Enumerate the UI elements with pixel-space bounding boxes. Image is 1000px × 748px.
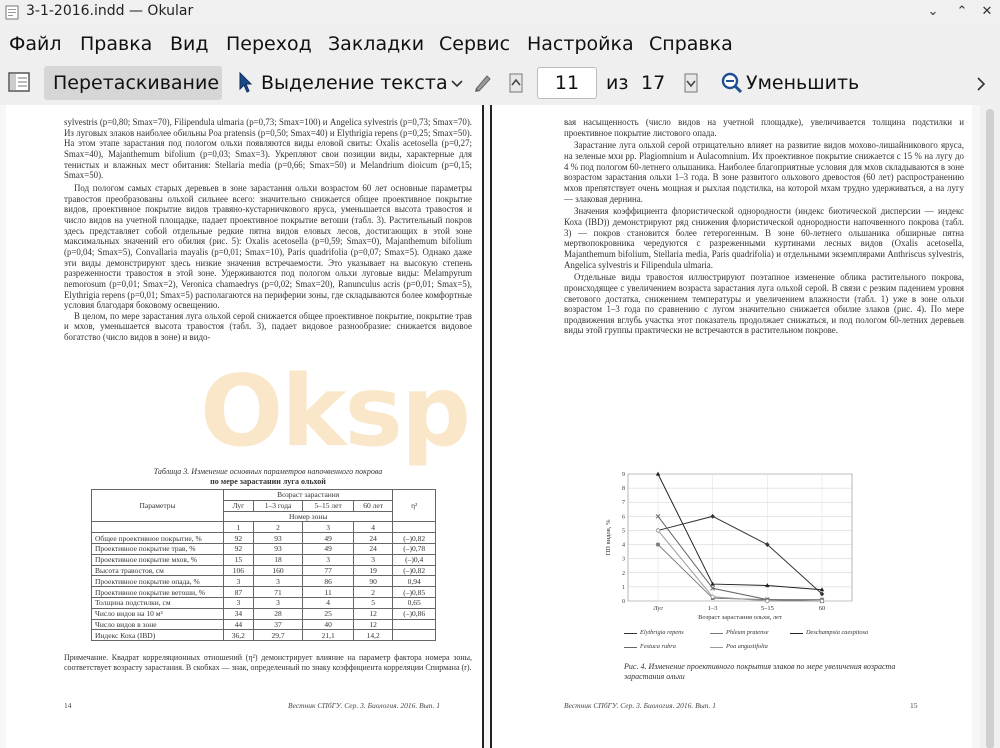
y-tick-label: 7: [622, 500, 625, 507]
page-of-label: из: [606, 72, 629, 94]
table-cell: 3: [224, 576, 254, 587]
table-cell: 93: [253, 533, 303, 544]
table-cell: 92: [224, 543, 254, 554]
y-tick-label: 5: [622, 528, 625, 535]
table-row: [92, 587, 436, 598]
table-cell: 5: [353, 597, 392, 608]
y-tick-label: 8: [622, 486, 625, 493]
table-cell: [393, 619, 436, 630]
left-paragraph-3: В целом, по мере зарастания луга ольхой серой снижается общее проективное покрытие, покрытие трав и мхов, уменьшается высота травостоя (табл. 3), падает видовое разнообразие: снижается видовое богатство (число видов в зоне) и видо-: [64, 310, 472, 343]
table-header-zone-cell: 1: [224, 522, 254, 533]
table-cell: 24: [353, 543, 392, 554]
table-cell: Проективное покрытие ветоши, %: [92, 587, 224, 598]
table-cell: 4: [303, 597, 354, 608]
table-cell: 86: [303, 576, 354, 587]
menu-view[interactable]: Вид: [170, 33, 209, 55]
y-tick-label: 0: [622, 599, 625, 605]
table-cell: Число видов на 10 м²: [92, 608, 224, 619]
data-point: [820, 599, 823, 602]
table-cell: 40: [303, 619, 354, 630]
table-header-zone-cell: 2: [253, 522, 303, 533]
table-header-zone-cell: 3: [303, 522, 354, 533]
right-paragraph-4: Отдельные виды травостоя иллюстрируют поэтапное изменение облика растительного покрова, происходящее с увеличением возраста зарастания луга ольхой серой. В связи с резким падением уровня светового достатка, снижением температуры и увеличением влажности (табл. 1) уже в зоне ольхи возрастом 1–3 года по сравнению с лугом значительно снижается обилие злаков (рис. 4). По мере продвижения вглубь участка этот показатель продолжает снижаться, и под пологом 60-летних деревьев виды этой группы практически не встречаются в растительном покрове.: [564, 272, 964, 336]
left-page-number: 14: [64, 701, 72, 710]
table-cell: 77: [303, 565, 354, 576]
legend-swatch: [710, 633, 723, 634]
table-cell: 49: [303, 533, 354, 544]
table-row: [92, 608, 436, 619]
vertical-scrollbar[interactable]: [980, 105, 1000, 748]
document-viewer[interactable]: [0, 105, 1000, 748]
table-cell: 25: [303, 608, 354, 619]
legend-entry: Festuca rubra: [640, 643, 676, 650]
table-cell: (–)0,82: [393, 565, 436, 576]
legend-entry: Phleum pratense: [726, 629, 769, 636]
menu-bookmarks[interactable]: Закладки: [328, 33, 425, 55]
menu-help[interactable]: Справка: [649, 33, 733, 55]
table-cell: [393, 630, 436, 641]
menu-go[interactable]: Переход: [226, 33, 312, 55]
left-paragraph-1: sylvestris (p=0,80; Smax=70), Filipendula ulmaria (p=0,73; Smax=100) и Angelica sylvestris (p=0,73; Smax=70). Из луговых злаков наиболее обильны Poa pratensis (p=0,50; Smax=40) и Elythrigia repens (p=0,25; Smax=50). На этом этапе зарастания под пологом ольхи появляются виды еловой свиты: Oxalis acetosella (p=0,27; Smax=40), Majanthemum bifolium (p=0,03; Smax=3). Укрепляют свои позиции виды, характерные для тенистых и влажных мест обитания: Stellaria media (p=0,66; Smax=50) и Melandrium dioicum (p=0,15; Smax=50).: [64, 117, 472, 181]
table-cell: (–)0,78: [393, 543, 436, 554]
table-cell: 71: [253, 587, 303, 598]
scrollbar-handle[interactable]: [986, 109, 994, 748]
table-row: [92, 630, 436, 641]
left-page-journal: Вестник СПбГУ. Сер. 3. Биология. 2016. Вып. 1: [288, 701, 440, 710]
menu-bar: [0, 26, 1000, 60]
table-cell: 14,2: [353, 630, 392, 641]
menu-edit[interactable]: Правка: [80, 33, 153, 55]
right-page-journal: Вестник СПбГУ. Сер. 3. Биология. 2016. Вып. 1: [564, 701, 716, 710]
table-cell: 93: [253, 543, 303, 554]
table-caption: Таблица 3. Изменение основных параметров напочвенного покрова: [153, 467, 383, 476]
toolbar-overflow-icon[interactable]: [976, 77, 986, 91]
table-cell: Проективное покрытие мхов, %: [92, 554, 224, 565]
table-row: [92, 533, 436, 544]
table-cell: 90: [353, 576, 392, 587]
right-page-number: 15: [910, 701, 918, 710]
chevron-down-icon[interactable]: [451, 80, 463, 88]
table-cell: 3: [303, 554, 354, 565]
table-header-age-cell: 1–3 года: [253, 500, 303, 511]
table-cell: 44: [224, 619, 254, 630]
table-cell: 18: [253, 554, 303, 565]
table-header-eta: η²: [393, 490, 436, 522]
sidebar-toggle-icon[interactable]: [8, 72, 30, 92]
legend-swatch: [624, 647, 637, 648]
right-text-block: [564, 117, 964, 336]
table-cell: 21,1: [303, 630, 354, 641]
y-tick-label: 4: [622, 542, 625, 549]
table-cell: 29,7: [253, 630, 303, 641]
table-cell: 28: [253, 608, 303, 619]
menu-tools[interactable]: Сервис: [439, 33, 511, 55]
table-cell: 34: [224, 608, 254, 619]
cursor-arrow-icon: [238, 72, 254, 94]
left-paragraph-2: Под пологом самых старых деревьев в зоне зарастания ольхи возрастом 60 лет основные параметры травостоя преобразованы ольхой сильнее всего: значительно снижается общее проективное покрытие видов, проективное покрытие видов травяно-кустарничкового яруса, уменьшается высота травостоя и число видов на учетной площадке, падает проективное покрытие ветоши (табл. 3). Растительный покров здесь представляет собой отдельные редкие пятна видов еловых лесов, достигающих в этой зоне максимальных значений его обилия (рис. 5): Oxalis acetosella (p=0,59; Smax=0), Majanthemum bifolium (p=0,04; Smax=5), Convallaria mayalis (p=0,01; Smax=10), Paris quadrifolia (p=0,07; Smax=5). Однако даже эти виды демонстрируют здесь низкие значения встречаемости. Это указывает на высокую степень разреженности травостоя в этой зоне. Удерживаются под пологом ольхи луговые виды: Melampyrum nemorosum (p=0,01; Smax=2), Veronica chamaedrys (p=0,02; Smax=20), Ranunculus acris (p=0,01; Smax=5), Elythrigia repens (p=0,01; Smax=5) располагаются на периферии зоны, где складываются более комфортные условия благодаря боковому освещению.: [64, 182, 472, 311]
x-axis-label: Возраст зарастания ольхи, лет: [698, 614, 782, 621]
table-row: [92, 619, 436, 630]
maximize-button[interactable]: ⌃: [956, 4, 968, 19]
table-cell: 37: [253, 619, 303, 630]
annotate-pen-icon[interactable]: [472, 71, 494, 93]
table-header-age-cell: Луг: [224, 500, 254, 511]
next-page-icon[interactable]: [684, 72, 698, 94]
table-row: [92, 543, 436, 554]
table-cell: 3: [253, 597, 303, 608]
legend-swatch: [790, 633, 803, 634]
table-cell: 11: [303, 587, 354, 598]
table-cell: Толщина подстилки, см: [92, 597, 224, 608]
y-tick-label: 3: [622, 556, 625, 563]
table-header-zone-cell: 4: [353, 522, 392, 533]
figure-caption: Рис. 4. Изменение проективного покрытия злаков по мере увеличения возраста зарастания ольхи: [624, 662, 896, 681]
table-cell: (–)0,4: [393, 554, 436, 565]
okular-app-icon: [5, 5, 19, 20]
data-point: [656, 472, 660, 476]
table-cell: 15: [224, 554, 254, 565]
table-cell: 12: [353, 608, 392, 619]
page-number-input[interactable]: [537, 67, 597, 99]
menu-settings[interactable]: Настройка: [527, 33, 634, 55]
y-tick-label: 2: [622, 570, 625, 577]
table-cell: Проективное покрытие опада, %: [92, 576, 224, 587]
table-row: [92, 565, 436, 576]
previous-page-icon[interactable]: [509, 72, 523, 94]
y-axis-label: ПП видов, %: [605, 519, 612, 556]
table-cell: Высота травостоя, см: [92, 565, 224, 576]
legend-entry: Elythrigia repens: [640, 629, 684, 636]
zoom-out-button[interactable]: Уменьшить: [746, 72, 860, 94]
table-cell: 0,65: [393, 597, 436, 608]
legend-entry: Deschampsia caespitosa: [806, 629, 869, 636]
legend-swatch: [624, 633, 637, 634]
data-point: [656, 543, 660, 547]
table-cell: 36,2: [224, 630, 254, 641]
table-cell: 3: [353, 554, 392, 565]
text-select-tool-button[interactable]: Выделение текста: [261, 72, 448, 94]
plot-area: [628, 474, 852, 601]
zoom-out-icon: [721, 72, 743, 94]
window-title: 3-1-2016.indd — Okular: [26, 3, 194, 19]
title-bar: [0, 0, 1000, 27]
left-text-block: [64, 117, 472, 343]
table-cell: (–)0,86: [393, 608, 436, 619]
legend-swatch: [710, 647, 723, 648]
table-header-zone: Номер зоны: [224, 511, 393, 522]
legend-entry: Poa angustifolia: [726, 643, 768, 650]
table-cell: 2: [353, 587, 392, 598]
watermark: Oksp: [200, 355, 469, 469]
y-tick-label: 6: [622, 514, 625, 521]
close-button[interactable]: ✕: [981, 4, 993, 19]
data-point: [656, 529, 659, 532]
table-row: [92, 576, 436, 587]
right-paragraph-1: вая насыщенность (число видов на учетной площадке), увеличивается толщина подстилки и проективное покрытие листового опада.: [564, 117, 964, 138]
table-cell: 3: [253, 576, 303, 587]
total-pages-label: 17: [641, 72, 666, 94]
table-caption-2: по мере зарастании луга ольхой: [210, 477, 326, 486]
x-tick-label: Луг: [653, 605, 663, 612]
document-page-right: [490, 105, 972, 748]
table-cell: Общее проективное покрытие, %: [92, 533, 224, 544]
table-cell: Индекс Коха (IBD): [92, 630, 224, 641]
grass-cover-chart: [596, 462, 896, 632]
table-cell: Число видов в зоне: [92, 619, 224, 630]
parameters-table: [91, 489, 436, 641]
table-cell: 160: [253, 565, 303, 576]
y-tick-label: 1: [622, 584, 625, 591]
menu-file[interactable]: Файл: [9, 33, 62, 55]
table-cell: 24: [353, 533, 392, 544]
table-body: [92, 533, 436, 641]
table-cell: 19: [353, 565, 392, 576]
minimize-button[interactable]: ⌄: [927, 4, 939, 19]
right-paragraph-2: Зарастание луга ольхой серой отрицательно влияет на развитие видов мохово-лишайникового яруса, на зеленые мхи pp. Plagiomnium и Aulacomnium. Их проективное покрытие снижается с 15 % на лугу до 4 % под пологом 60-летнего ольшаника. Наиболее благоприятные условия для мхов складываются в зоне возрастом зарастания ольхи 1–3 года. В зоне развитого ольхового древостоя (60 лет) распространению мхов препятствует очень мощная и рыхлая подстилка, на которой мхам трудно удерживаться, а на лугу — злаковая дернина.: [564, 140, 964, 204]
x-tick-label: 5–15: [760, 605, 774, 612]
table-cell: 12: [353, 619, 392, 630]
x-tick-label: 1–3: [707, 605, 718, 612]
table-note: Примечание. Квадрат корреляционных отношений (η²) демонстрирует влияние на параметр фактора номера зоны, соответствует возрасту зарастания. В скобках — знак, определенный по знаку коэффициента корреляции Спирмана (r).: [64, 653, 472, 672]
x-tick-label: 60: [818, 605, 826, 612]
table-header-age-cell: 5–15 лет: [303, 500, 354, 511]
y-tick-label: 9: [622, 472, 625, 478]
browse-tool-label: Перетаскивание: [53, 72, 220, 94]
table-cell: Проективное покрытие трав, %: [92, 543, 224, 554]
table-header-params: Параметры: [92, 490, 224, 522]
table-cell: (–)0,82: [393, 533, 436, 544]
table-header-zone-cell: [393, 522, 436, 533]
table-row: [92, 554, 436, 565]
table-cell: 87: [224, 587, 254, 598]
table-header-age-cell: 60 лет: [353, 500, 392, 511]
data-point: [711, 595, 714, 598]
table-header-age: Возраст зарастания: [224, 490, 393, 501]
table-cell: 106: [224, 565, 254, 576]
table-cell: 49: [303, 543, 354, 554]
table-row: [92, 597, 436, 608]
table-cell: (–)0,85: [393, 587, 436, 598]
table-cell: 92: [224, 533, 254, 544]
table-cell: 0,94: [393, 576, 436, 587]
right-paragraph-3: Значения коэффициента флористической однородности (индекс биотической дисперсии — индекс Коха (IBD)) демонстрируют ряд снижения флористической однородности напочвенного покрова (табл. 3) — покров становится более гетерогенным. В зоне 60-летнего ольшаника обширные пятна мертвопокровника чередуются с разреженными куртинами лесных видов (Oxalis acetosella, Majanthemum bifolium, Stellaria media, Paris quadrifolia) и отдельными экземплярами Anthriscus sylvestris, Angelica sylvestris и Filipendula ulmaria.: [564, 206, 964, 270]
data-point: [766, 599, 769, 602]
table-cell: 3: [224, 597, 254, 608]
